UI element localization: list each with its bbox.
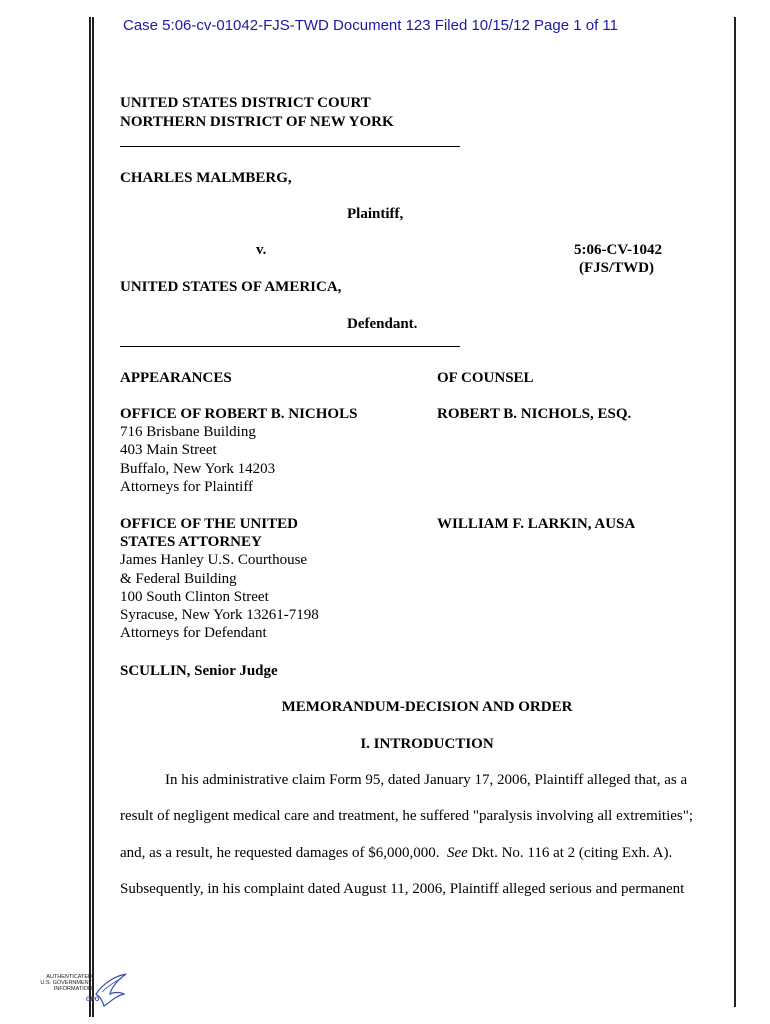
plaintiff-counsel-block [120,405,357,496]
caption-rule-top [120,146,460,147]
address-line: & Federal Building [120,570,237,587]
address-line: 100 South Clinton Street [120,588,269,605]
plaintiff-counsel-firm: OFFICE OF ROBERT B. NICHOLS [120,406,358,422]
address-line: Attorneys for Defendant [120,625,267,642]
gpo-seal-line2: U.S. GOVERNMENT [40,980,92,986]
defendant-role: Defendant. [347,316,418,332]
body-line-3-cite: Dkt. No. 116 at 2 (citing Exh. A). [471,845,673,861]
appearances-heading: APPEARANCES [120,370,232,386]
gpo-seal-line3: INFORMATION [53,986,92,992]
defendant-counsel-firm-line1: OFFICE OF THE UNITED [120,516,298,532]
defendant-counsel-block [120,515,319,642]
document-title: MEMORANDUM-DECISION AND ORDER [281,699,573,715]
versus: v. [256,242,267,258]
plaintiff-name: CHARLES MALMBERG, [120,170,292,186]
of-counsel-heading: OF COUNSEL [437,370,534,386]
left-margin-bar [89,17,94,1017]
plaintiff-role: Plaintiff, [347,206,404,222]
court-name-line2: NORTHERN DISTRICT OF NEW YORK [120,114,394,130]
address-line: 403 Main Street [120,442,217,459]
defendant-attorney: WILLIAM F. LARKIN, AUSA [437,516,636,532]
citation-signal: See [447,845,468,861]
gpo-seal-text [40,974,92,992]
gpo-mark: GPO [86,997,100,1003]
body-line-3 [120,845,672,862]
caption-rule-bottom [120,346,460,347]
case-judges: (FJS/TWD) [579,260,654,276]
case-number: 5:06-CV-1042 [574,242,663,258]
section-heading: I. INTRODUCTION [360,736,494,752]
address-line: Syracuse, New York 13261-7198 [120,607,319,624]
court-name-line1: UNITED STATES DISTRICT COURT [120,95,371,111]
body-line-4: Subsequently, in his complaint dated August 11, 2006, Plaintiff alleged serious and permanent [120,881,685,897]
body-line-2: result of negligent medical care and treatment, he suffered "paralysis involving all extremities"; [120,808,694,824]
plaintiff-attorney: ROBERT B. NICHOLS, ESQ. [437,406,632,422]
judge-line: SCULLIN, Senior Judge [120,663,278,679]
defendant-counsel-firm-line2: STATES ATTORNEY [120,534,262,551]
address-line: Attorneys for Plaintiff [120,478,254,495]
right-margin-bar [734,17,736,1007]
gpo-authentication-seal [30,972,130,1008]
body-line-3-text: and, as a result, he requested damages of $6,000,000. [120,845,440,861]
body-line-1: In his administrative claim Form 95, dated January 17, 2006, Plaintiff alleged that, as a [165,772,688,788]
ecf-header-stamp: Case 5:06-cv-01042-FJS-TWD Document 123 Filed 10/15/12 Page 1 of 11 [123,17,618,34]
address-line: James Hanley U.S. Courthouse [120,552,308,569]
defendant-name: UNITED STATES OF AMERICA, [120,279,342,295]
address-line: 716 Brisbane Building [120,424,256,441]
address-line: Buffalo, New York 14203 [120,460,276,477]
gpo-seal-line1: AUTHENTICATED [46,974,92,980]
